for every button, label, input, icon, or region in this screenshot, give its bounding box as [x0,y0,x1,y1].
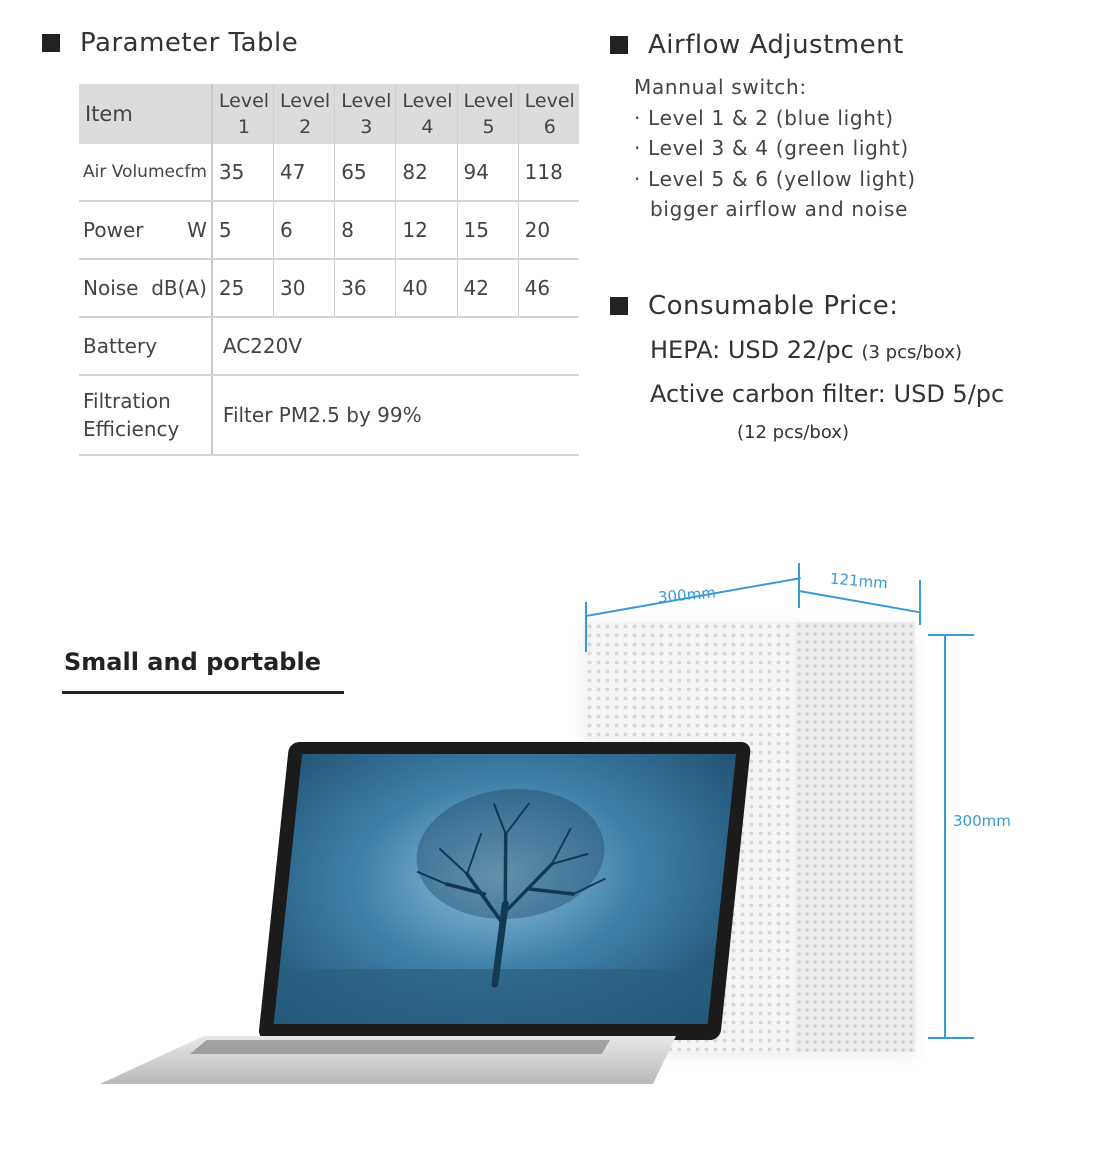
caption-underline [62,691,344,694]
table-row-power [79,201,579,259]
table-cell: 8 [335,201,396,259]
table-cell: 20 [518,201,579,259]
dim-tick [928,634,974,636]
hepa-price: HEPA: USD 22/pc (3 pcs/box) [650,336,962,364]
dim-label-height: 300mm [953,812,1011,830]
dim-label-width: 300mm [657,583,717,607]
table-cell: 25 [212,259,274,317]
list-item: · Level 1 & 2 (blue light) [634,105,894,130]
row-label: Filtration Efficiency [79,375,212,455]
table-cell: 30 [274,259,335,317]
row-unit: dB(A) [151,276,207,300]
parameter-table [79,84,579,456]
table-row-air-volume [79,144,579,201]
table-row-filtration [79,375,579,455]
table-cell: 94 [457,144,518,201]
dim-tick [798,563,800,608]
row-label: Power [83,218,144,242]
table-cell: 82 [396,144,457,201]
row-label: Air Volume [83,162,175,182]
airflow-note: bigger airflow and noise [650,197,909,221]
table-cell: 46 [518,259,579,317]
table-cell: 36 [335,259,396,317]
air-purifier-side [795,622,915,1052]
header-level-5: Level 5 [457,84,518,144]
table-cell: 5 [212,201,274,259]
header-level-6: Level 6 [518,84,579,144]
tree-icon [274,754,736,1024]
bullet-square-icon [610,36,628,54]
dim-line-depth [799,590,919,613]
airflow-heading: Airflow Adjustment [610,30,904,60]
table-cell: 47 [274,144,335,201]
row-unit: cfm [174,162,207,182]
bullet-square-icon [610,297,628,315]
table-cell: 42 [457,259,518,317]
table-cell: 35 [212,144,274,201]
dim-tick [919,580,921,625]
dim-tick [928,1037,974,1039]
airflow-intro: Mannual switch: [634,75,807,99]
table-cell: 40 [396,259,457,317]
table-row-battery [79,317,579,375]
row-unit: W [187,218,207,242]
list-item: · Level 5 & 6 (yellow light) [634,166,916,191]
laptop-image [258,742,751,1040]
dim-line-height [944,635,946,1037]
header-item: Item [79,84,212,144]
airflow-list [634,72,916,225]
row-label: Battery [79,317,212,375]
bullet-square-icon [42,34,60,52]
caption-small-portable: Small and portable [64,648,321,676]
table-cell: 6 [274,201,335,259]
table-cell: 65 [335,144,396,201]
carbon-price: Active carbon filter: USD 5/pc [650,380,1005,408]
consumables-heading: Consumable Price: [610,291,899,321]
table-cell: 12 [396,201,457,259]
header-level-2: Level 2 [274,84,335,144]
parameter-table-heading: Parameter Table [42,28,298,58]
dim-label-depth: 121mm [829,569,889,593]
table-cell: Filter PM2.5 by 99% [212,375,579,455]
list-item: · Level 3 & 4 (green light) [634,136,909,160]
table-row-noise [79,259,579,317]
table-cell: 118 [518,144,579,201]
table-cell: AC220V [212,317,579,375]
header-level-3: Level 3 [335,84,396,144]
dim-tick [585,602,587,652]
table-cell: 15 [457,201,518,259]
header-level-1: Level 1 [212,84,274,144]
laptop-screen [274,754,736,1024]
row-label: Noise [83,276,139,300]
carbon-pack: (12 pcs/box) [737,422,849,443]
table-header-row [79,84,579,144]
laptop-keyboard [190,1040,610,1054]
header-level-4: Level 4 [396,84,457,144]
